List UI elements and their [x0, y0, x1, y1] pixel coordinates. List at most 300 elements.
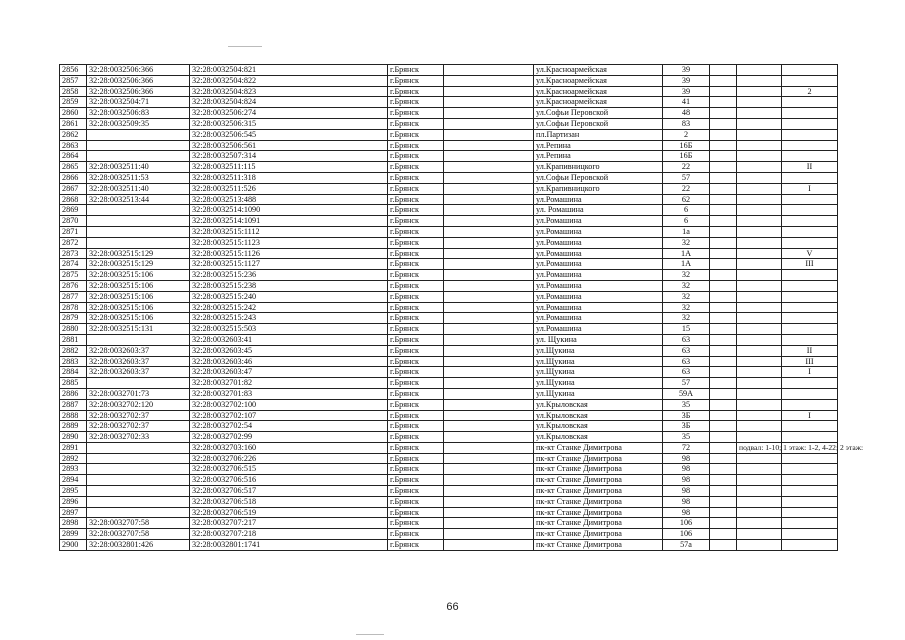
land-cadastral-number-cell: 32:28:0032603:37	[87, 367, 190, 378]
empty-cell	[444, 367, 534, 378]
table-row	[60, 75, 838, 86]
object-cadastral-number-cell: 32:28:0032511:318	[190, 172, 388, 183]
table-row	[60, 108, 838, 119]
empty-cell	[710, 464, 737, 475]
empty-cell	[710, 75, 737, 86]
empty-cell	[444, 345, 534, 356]
row-number-cell: 2874	[60, 259, 87, 270]
empty-cell	[710, 280, 737, 291]
premises-cell	[737, 486, 782, 497]
object-cadastral-number-cell: 32:28:0032515:503	[190, 324, 388, 335]
land-cadastral-number-cell: 32:28:0032511:53	[87, 172, 190, 183]
premises-cell	[737, 507, 782, 518]
house-number-cell: 39	[663, 75, 710, 86]
house-number-cell: 6	[663, 216, 710, 227]
empty-cell	[710, 86, 737, 97]
row-number-cell: 2889	[60, 421, 87, 432]
empty-cell	[444, 65, 534, 76]
house-number-cell: 62	[663, 194, 710, 205]
city-cell: г.Брянск	[388, 345, 444, 356]
premises-cell	[737, 118, 782, 129]
house-number-cell: 72	[663, 442, 710, 453]
empty-cell	[710, 313, 737, 324]
object-cadastral-number-cell: 32:28:0032507:314	[190, 151, 388, 162]
land-cadastral-number-cell: 32:28:0032702:37	[87, 421, 190, 432]
table-row	[60, 118, 838, 129]
premises-cell	[737, 421, 782, 432]
premises-cell	[737, 324, 782, 335]
table-row	[60, 324, 838, 335]
street-cell: ул.Красноармейская	[534, 86, 663, 97]
object-cadastral-number-cell: 32:28:0032515:1123	[190, 237, 388, 248]
empty-cell	[444, 118, 534, 129]
empty-cell	[710, 410, 737, 421]
premises-cell	[737, 194, 782, 205]
empty-cell	[710, 65, 737, 76]
row-number-cell: 2859	[60, 97, 87, 108]
land-cadastral-number-cell: 32:28:0032515:106	[87, 313, 190, 324]
city-cell: г.Брянск	[388, 108, 444, 119]
house-number-cell: 98	[663, 475, 710, 486]
city-cell: г.Брянск	[388, 172, 444, 183]
premises-cell	[737, 388, 782, 399]
table-row	[60, 529, 838, 540]
table-row	[60, 540, 838, 551]
row-number-cell: 2896	[60, 496, 87, 507]
land-cadastral-number-cell: 32:28:0032702:37	[87, 410, 190, 421]
city-cell: г.Брянск	[388, 151, 444, 162]
city-cell: г.Брянск	[388, 496, 444, 507]
house-number-cell: 22	[663, 183, 710, 194]
part-cell: I	[782, 367, 838, 378]
city-cell: г.Брянск	[388, 399, 444, 410]
premises-cell	[737, 334, 782, 345]
object-cadastral-number-cell: 32:28:0032603:41	[190, 334, 388, 345]
house-number-cell: 2	[663, 129, 710, 140]
object-cadastral-number-cell: 32:28:0032504:824	[190, 97, 388, 108]
premises-cell	[737, 248, 782, 259]
table-row	[60, 205, 838, 216]
object-cadastral-number-cell: 32:28:0032701:83	[190, 388, 388, 399]
object-cadastral-number-cell: 32:28:0032514:1090	[190, 205, 388, 216]
part-cell	[782, 334, 838, 345]
house-number-cell: 32	[663, 313, 710, 324]
row-number-cell: 2865	[60, 162, 87, 173]
table-row	[60, 442, 838, 453]
empty-cell	[710, 183, 737, 194]
object-cadastral-number-cell: 32:28:0032706:518	[190, 496, 388, 507]
part-cell	[782, 464, 838, 475]
land-cadastral-number-cell	[87, 226, 190, 237]
empty-cell	[444, 302, 534, 313]
house-number-cell: 1А	[663, 259, 710, 270]
street-cell: ул.Крыловская	[534, 410, 663, 421]
land-cadastral-number-cell	[87, 140, 190, 151]
city-cell: г.Брянск	[388, 378, 444, 389]
table-row	[60, 399, 838, 410]
house-number-cell: 106	[663, 518, 710, 529]
table-row	[60, 270, 838, 281]
premises-cell: подвал: 1-10; 1 этаж: 1-2, 4-22; 2 этаж:	[737, 442, 782, 453]
street-cell: ул.Софьи Перовской	[534, 172, 663, 183]
street-cell: пк-кт Станке Димитрова	[534, 486, 663, 497]
house-number-cell: 39	[663, 65, 710, 76]
land-cadastral-number-cell: 32:28:0032509:35	[87, 118, 190, 129]
land-cadastral-number-cell	[87, 486, 190, 497]
object-cadastral-number-cell: 32:28:0032511:115	[190, 162, 388, 173]
part-cell	[782, 65, 838, 76]
land-cadastral-number-cell	[87, 334, 190, 345]
street-cell: ул. Ромашина	[534, 205, 663, 216]
house-number-cell: 1а	[663, 226, 710, 237]
empty-cell	[444, 410, 534, 421]
part-cell	[782, 237, 838, 248]
object-cadastral-number-cell: 32:28:0032703:160	[190, 442, 388, 453]
table-row	[60, 194, 838, 205]
street-cell: ул.Репина	[534, 140, 663, 151]
land-cadastral-number-cell: 32:28:0032515:129	[87, 259, 190, 270]
street-cell: ул.Красноармейская	[534, 97, 663, 108]
part-cell	[782, 378, 838, 389]
city-cell: г.Брянск	[388, 432, 444, 443]
land-cadastral-number-cell: 32:28:0032515:129	[87, 248, 190, 259]
empty-cell	[710, 432, 737, 443]
empty-cell	[710, 226, 737, 237]
row-number-cell: 2875	[60, 270, 87, 281]
city-cell: г.Брянск	[388, 475, 444, 486]
premises-cell	[737, 129, 782, 140]
city-cell: г.Брянск	[388, 324, 444, 335]
street-cell: пл.Партизан	[534, 129, 663, 140]
row-number-cell: 2890	[60, 432, 87, 443]
row-number-cell: 2884	[60, 367, 87, 378]
empty-cell	[444, 270, 534, 281]
table-row	[60, 410, 838, 421]
row-number-cell: 2895	[60, 486, 87, 497]
table-row	[60, 291, 838, 302]
street-cell: пк-кт Станке Димитрова	[534, 453, 663, 464]
premises-cell	[737, 345, 782, 356]
street-cell: ул.Крапивницкого	[534, 162, 663, 173]
street-cell: ул.Ромашина	[534, 270, 663, 281]
house-number-cell: 98	[663, 496, 710, 507]
house-number-cell: 35	[663, 399, 710, 410]
object-cadastral-number-cell: 32:28:0032515:1112	[190, 226, 388, 237]
house-number-cell: 63	[663, 345, 710, 356]
object-cadastral-number-cell: 32:28:0032515:242	[190, 302, 388, 313]
table-row	[60, 453, 838, 464]
land-cadastral-number-cell: 32:28:0032515:131	[87, 324, 190, 335]
empty-cell	[444, 172, 534, 183]
city-cell: г.Брянск	[388, 388, 444, 399]
object-cadastral-number-cell: 32:28:0032706:519	[190, 507, 388, 518]
part-cell	[782, 291, 838, 302]
empty-cell	[444, 496, 534, 507]
row-number-cell: 2886	[60, 388, 87, 399]
land-cadastral-number-cell: 32:28:0032801:426	[87, 540, 190, 551]
empty-cell	[444, 334, 534, 345]
object-cadastral-number-cell: 32:28:0032515:1126	[190, 248, 388, 259]
row-number-cell: 2872	[60, 237, 87, 248]
house-number-cell: 63	[663, 356, 710, 367]
city-cell: г.Брянск	[388, 226, 444, 237]
part-cell: II	[782, 345, 838, 356]
table-row	[60, 86, 838, 97]
part-cell	[782, 118, 838, 129]
land-cadastral-number-cell	[87, 378, 190, 389]
city-cell: г.Брянск	[388, 302, 444, 313]
house-number-cell: 39	[663, 86, 710, 97]
empty-cell	[444, 540, 534, 551]
empty-cell	[710, 259, 737, 270]
part-cell	[782, 313, 838, 324]
object-cadastral-number-cell: 32:28:0032506:274	[190, 108, 388, 119]
city-cell: г.Брянск	[388, 194, 444, 205]
house-number-cell: 57	[663, 378, 710, 389]
land-cadastral-number-cell	[87, 237, 190, 248]
row-number-cell: 2861	[60, 118, 87, 129]
table-row	[60, 421, 838, 432]
premises-cell	[737, 496, 782, 507]
part-cell	[782, 421, 838, 432]
premises-cell	[737, 237, 782, 248]
part-cell	[782, 280, 838, 291]
object-cadastral-number-cell: 32:28:0032506:315	[190, 118, 388, 129]
city-cell: г.Брянск	[388, 540, 444, 551]
city-cell: г.Брянск	[388, 453, 444, 464]
object-cadastral-number-cell: 32:28:0032801:1741	[190, 540, 388, 551]
city-cell: г.Брянск	[388, 518, 444, 529]
table-row	[60, 280, 838, 291]
house-number-cell: 6	[663, 205, 710, 216]
part-cell	[782, 194, 838, 205]
part-cell	[782, 172, 838, 183]
house-number-cell: 3Б	[663, 410, 710, 421]
table-row	[60, 259, 838, 270]
top-rule	[228, 46, 262, 47]
part-cell	[782, 453, 838, 464]
empty-cell	[710, 172, 737, 183]
house-number-cell: 98	[663, 486, 710, 497]
part-cell	[782, 151, 838, 162]
object-cadastral-number-cell: 32:28:0032706:516	[190, 475, 388, 486]
house-number-cell: 98	[663, 464, 710, 475]
premises-cell	[737, 540, 782, 551]
land-cadastral-number-cell: 32:28:0032603:37	[87, 356, 190, 367]
empty-cell	[444, 237, 534, 248]
object-cadastral-number-cell: 32:28:0032701:82	[190, 378, 388, 389]
row-number-cell: 2858	[60, 86, 87, 97]
house-number-cell: 106	[663, 529, 710, 540]
city-cell: г.Брянск	[388, 410, 444, 421]
premises-cell	[737, 313, 782, 324]
object-cadastral-number-cell: 32:28:0032706:517	[190, 486, 388, 497]
object-cadastral-number-cell: 32:28:0032506:545	[190, 129, 388, 140]
street-cell: ул.Ромашина	[534, 237, 663, 248]
land-cadastral-number-cell: 32:28:0032513:44	[87, 194, 190, 205]
city-cell: г.Брянск	[388, 216, 444, 227]
part-cell: III	[782, 259, 838, 270]
house-number-cell: 1А	[663, 248, 710, 259]
premises-cell	[737, 475, 782, 486]
house-number-cell: 16Б	[663, 140, 710, 151]
premises-cell	[737, 162, 782, 173]
row-number-cell: 2882	[60, 345, 87, 356]
row-number-cell: 2891	[60, 442, 87, 453]
row-number-cell: 2864	[60, 151, 87, 162]
house-number-cell: 57	[663, 172, 710, 183]
street-cell: ул.Щукина	[534, 388, 663, 399]
premises-cell	[737, 140, 782, 151]
row-number-cell: 2866	[60, 172, 87, 183]
part-cell	[782, 270, 838, 281]
street-cell: ул.Крыловская	[534, 399, 663, 410]
city-cell: г.Брянск	[388, 442, 444, 453]
empty-cell	[444, 442, 534, 453]
empty-cell	[710, 108, 737, 119]
part-cell	[782, 432, 838, 443]
object-cadastral-number-cell: 32:28:0032706:226	[190, 453, 388, 464]
land-cadastral-number-cell: 32:28:0032707:58	[87, 518, 190, 529]
part-cell: II	[782, 162, 838, 173]
empty-cell	[710, 345, 737, 356]
empty-cell	[710, 518, 737, 529]
part-cell	[782, 507, 838, 518]
row-number-cell: 2863	[60, 140, 87, 151]
land-cadastral-number-cell	[87, 129, 190, 140]
object-cadastral-number-cell: 32:28:0032515:240	[190, 291, 388, 302]
street-cell: ул.Красноармейская	[534, 65, 663, 76]
property-table	[59, 64, 864, 551]
empty-cell	[710, 453, 737, 464]
empty-cell	[710, 378, 737, 389]
row-number-cell: 2900	[60, 540, 87, 551]
table-body	[60, 65, 864, 551]
land-cadastral-number-cell: 32:28:0032702:33	[87, 432, 190, 443]
land-cadastral-number-cell: 32:28:0032506:83	[87, 108, 190, 119]
part-cell	[782, 324, 838, 335]
empty-cell	[710, 399, 737, 410]
house-number-cell: 98	[663, 453, 710, 464]
row-number-cell: 2870	[60, 216, 87, 227]
row-number-cell: 2899	[60, 529, 87, 540]
empty-cell	[444, 486, 534, 497]
object-cadastral-number-cell: 32:28:0032707:217	[190, 518, 388, 529]
city-cell: г.Брянск	[388, 486, 444, 497]
premises-cell	[737, 75, 782, 86]
land-cadastral-number-cell: 32:28:0032511:40	[87, 183, 190, 194]
empty-cell	[444, 194, 534, 205]
street-cell: ул.Крапивницкого	[534, 183, 663, 194]
empty-cell	[444, 226, 534, 237]
house-number-cell: 15	[663, 324, 710, 335]
part-cell	[782, 475, 838, 486]
street-cell: ул.Ромашина	[534, 324, 663, 335]
row-number-cell: 2894	[60, 475, 87, 486]
street-cell: ул.Ромашина	[534, 302, 663, 313]
row-number-cell: 2880	[60, 324, 87, 335]
city-cell: г.Брянск	[388, 270, 444, 281]
house-number-cell: 32	[663, 280, 710, 291]
row-number-cell: 2869	[60, 205, 87, 216]
street-cell: пк-кт Станке Димитрова	[534, 496, 663, 507]
table-row	[60, 367, 838, 378]
premises-cell	[737, 529, 782, 540]
premises-cell	[737, 226, 782, 237]
object-cadastral-number-cell: 32:28:0032504:823	[190, 86, 388, 97]
empty-cell	[710, 140, 737, 151]
row-number-cell: 2885	[60, 378, 87, 389]
table-row	[60, 65, 838, 76]
table-row	[60, 356, 838, 367]
street-cell: ул.Ромашина	[534, 259, 663, 270]
land-cadastral-number-cell	[87, 464, 190, 475]
city-cell: г.Брянск	[388, 140, 444, 151]
street-cell: пк-кт Станке Димитрова	[534, 442, 663, 453]
empty-cell	[710, 486, 737, 497]
premises-cell	[737, 151, 782, 162]
object-cadastral-number-cell: 32:28:0032506:561	[190, 140, 388, 151]
empty-cell	[710, 442, 737, 453]
land-cadastral-number-cell	[87, 496, 190, 507]
table-row	[60, 496, 838, 507]
empty-cell	[444, 453, 534, 464]
object-cadastral-number-cell: 32:28:0032702:107	[190, 410, 388, 421]
part-cell	[782, 97, 838, 108]
table-row	[60, 518, 838, 529]
street-cell: пк-кт Станке Димитрова	[534, 464, 663, 475]
city-cell: г.Брянск	[388, 507, 444, 518]
empty-cell	[710, 237, 737, 248]
land-cadastral-number-cell: 32:28:0032506:366	[87, 75, 190, 86]
table-row	[60, 172, 838, 183]
premises-cell	[737, 270, 782, 281]
empty-cell	[710, 162, 737, 173]
land-cadastral-number-cell: 32:28:0032701:73	[87, 388, 190, 399]
empty-cell	[444, 162, 534, 173]
object-cadastral-number-cell: 32:28:0032504:822	[190, 75, 388, 86]
object-cadastral-number-cell: 32:28:0032515:238	[190, 280, 388, 291]
part-cell	[782, 226, 838, 237]
land-cadastral-number-cell	[87, 216, 190, 227]
city-cell: г.Брянск	[388, 248, 444, 259]
house-number-cell: 35	[663, 432, 710, 443]
premises-cell	[737, 518, 782, 529]
empty-cell	[444, 432, 534, 443]
land-cadastral-number-cell: 32:28:0032515:106	[87, 291, 190, 302]
empty-cell	[710, 507, 737, 518]
land-cadastral-number-cell: 32:28:0032515:106	[87, 270, 190, 281]
premises-cell	[737, 378, 782, 389]
city-cell: г.Брянск	[388, 313, 444, 324]
row-number-cell: 2879	[60, 313, 87, 324]
table-row	[60, 162, 838, 173]
row-number-cell: 2892	[60, 453, 87, 464]
empty-cell	[444, 529, 534, 540]
street-cell: ул.Софьи Перовской	[534, 108, 663, 119]
house-number-cell: 48	[663, 108, 710, 119]
street-cell: ул.Софьи Перовской	[534, 118, 663, 129]
empty-cell	[444, 97, 534, 108]
empty-cell	[444, 75, 534, 86]
object-cadastral-number-cell: 32:28:0032707:218	[190, 529, 388, 540]
land-cadastral-number-cell: 32:28:0032506:366	[87, 65, 190, 76]
city-cell: г.Брянск	[388, 118, 444, 129]
empty-cell	[710, 324, 737, 335]
row-number-cell: 2860	[60, 108, 87, 119]
street-cell: ул.Крыловская	[534, 432, 663, 443]
row-number-cell: 2897	[60, 507, 87, 518]
